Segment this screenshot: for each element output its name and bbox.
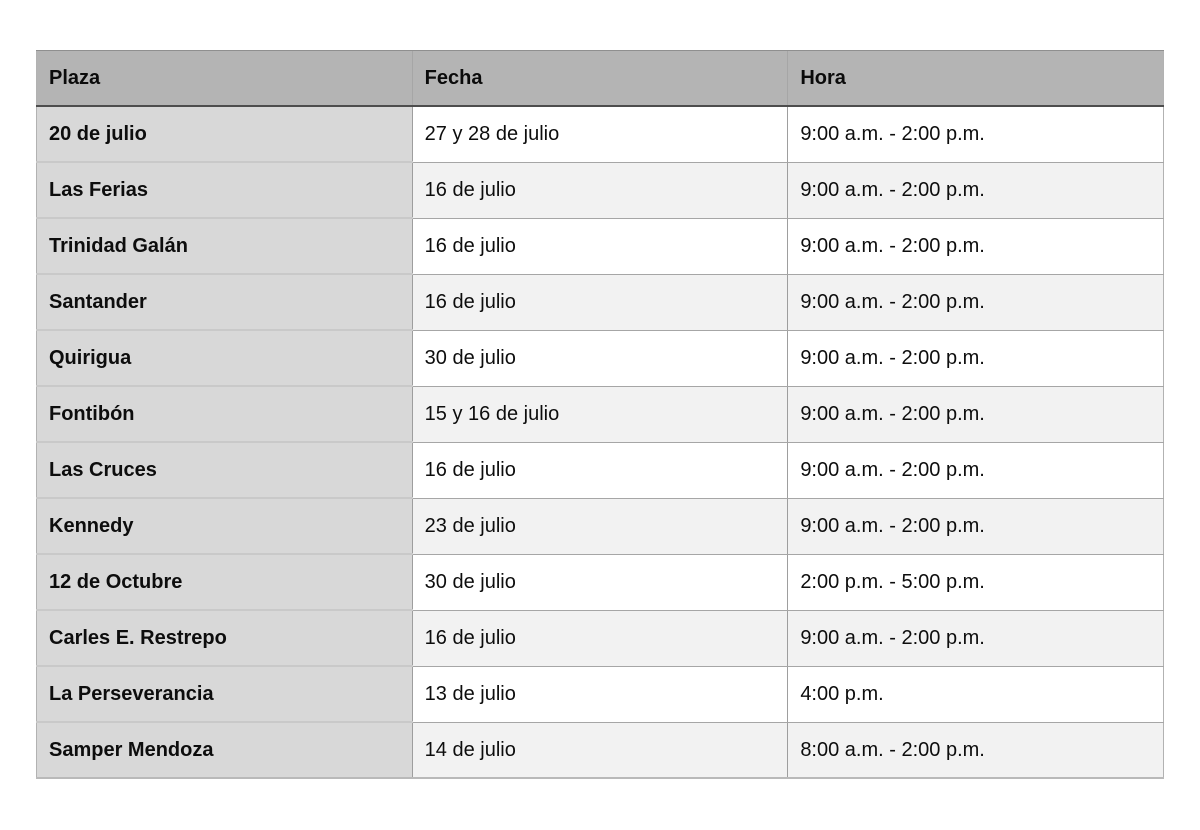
table-row xyxy=(37,330,1164,386)
cell-fecha: 30 de julio xyxy=(412,554,788,610)
table-row xyxy=(37,274,1164,330)
cell-fecha: 16 de julio xyxy=(412,610,788,666)
table-body xyxy=(37,106,1164,778)
cell-plaza: Carles E. Restrepo xyxy=(37,610,413,666)
column-header-fecha: Fecha xyxy=(412,51,788,107)
cell-hora: 9:00 a.m. - 2:00 p.m. xyxy=(788,442,1164,498)
cell-plaza: Santander xyxy=(37,274,413,330)
cell-fecha: 16 de julio xyxy=(412,162,788,218)
cell-fecha: 16 de julio xyxy=(412,442,788,498)
cell-fecha: 15 y 16 de julio xyxy=(412,386,788,442)
table-row xyxy=(37,610,1164,666)
cell-plaza: Las Ferias xyxy=(37,162,413,218)
cell-fecha: 14 de julio xyxy=(412,722,788,778)
cell-hora: 9:00 a.m. - 2:00 p.m. xyxy=(788,106,1164,162)
column-header-plaza: Plaza xyxy=(37,51,413,107)
cell-hora: 9:00 a.m. - 2:00 p.m. xyxy=(788,330,1164,386)
cell-plaza: Las Cruces xyxy=(37,442,413,498)
column-header-hora: Hora xyxy=(788,51,1164,107)
cell-plaza: Quirigua xyxy=(37,330,413,386)
cell-fecha: 23 de julio xyxy=(412,498,788,554)
table-row xyxy=(37,106,1164,162)
table-header xyxy=(37,51,1164,107)
cell-fecha: 27 y 28 de julio xyxy=(412,106,788,162)
cell-plaza: 20 de julio xyxy=(37,106,413,162)
cell-plaza: Samper Mendoza xyxy=(37,722,413,778)
cell-plaza: Trinidad Galán xyxy=(37,218,413,274)
cell-fecha: 13 de julio xyxy=(412,666,788,722)
cell-fecha: 16 de julio xyxy=(412,274,788,330)
cell-fecha: 30 de julio xyxy=(412,330,788,386)
table-row xyxy=(37,666,1164,722)
cell-plaza: Kennedy xyxy=(37,498,413,554)
cell-hora: 9:00 a.m. - 2:00 p.m. xyxy=(788,498,1164,554)
cell-plaza: Fontibón xyxy=(37,386,413,442)
cell-hora: 8:00 a.m. - 2:00 p.m. xyxy=(788,722,1164,778)
cell-hora: 9:00 a.m. - 2:00 p.m. xyxy=(788,162,1164,218)
table-row xyxy=(37,442,1164,498)
table-row xyxy=(37,722,1164,778)
table-row xyxy=(37,554,1164,610)
cell-hora: 4:00 p.m. xyxy=(788,666,1164,722)
cell-hora: 9:00 a.m. - 2:00 p.m. xyxy=(788,610,1164,666)
cell-plaza: La Perseverancia xyxy=(37,666,413,722)
cell-hora: 9:00 a.m. - 2:00 p.m. xyxy=(788,274,1164,330)
cell-plaza: 12 de Octubre xyxy=(37,554,413,610)
header-row xyxy=(37,51,1164,107)
cell-hora: 2:00 p.m. - 5:00 p.m. xyxy=(788,554,1164,610)
table-row xyxy=(37,218,1164,274)
table-row xyxy=(37,498,1164,554)
table-row xyxy=(37,386,1164,442)
cell-fecha: 16 de julio xyxy=(412,218,788,274)
market-schedule-table xyxy=(36,50,1164,779)
cell-hora: 9:00 a.m. - 2:00 p.m. xyxy=(788,218,1164,274)
table-row xyxy=(37,162,1164,218)
cell-hora: 9:00 a.m. - 2:00 p.m. xyxy=(788,386,1164,442)
